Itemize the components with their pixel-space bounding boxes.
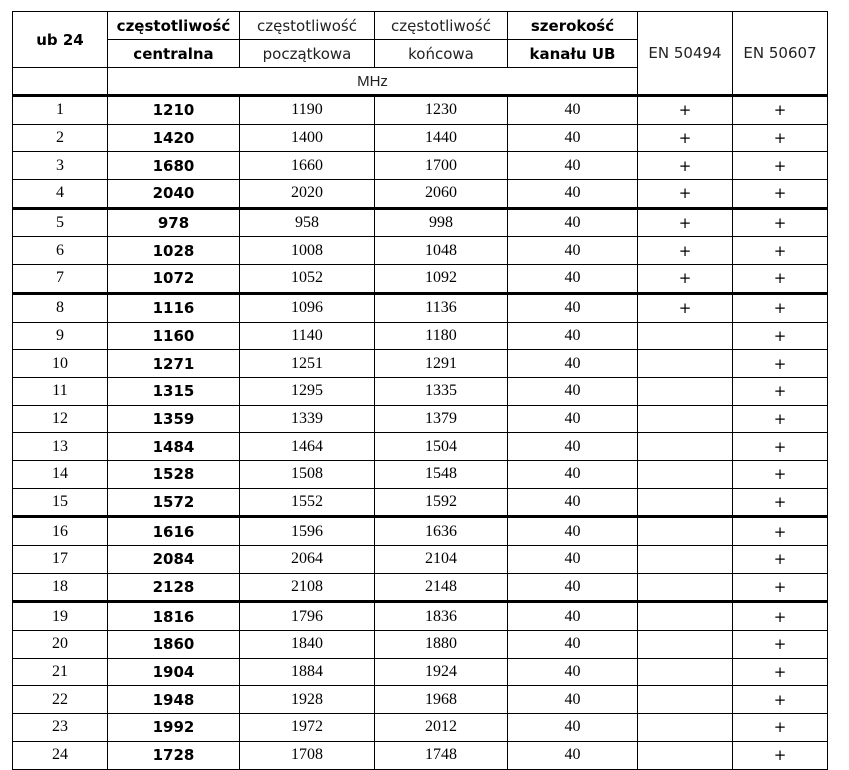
header-width-line2: kanału UB <box>508 40 638 68</box>
cell-en50494: + <box>638 293 733 322</box>
cell-ub: 9 <box>13 322 108 350</box>
cell-center-frequency: 1359 <box>108 405 240 433</box>
cell-ub: 19 <box>13 602 108 631</box>
cell-en50494: + <box>638 180 733 209</box>
header-row <box>13 12 828 40</box>
cell-ub: 5 <box>13 208 108 237</box>
cell-channel-width: 40 <box>508 237 638 265</box>
table-row <box>13 180 828 209</box>
cell-channel-width: 40 <box>508 265 638 294</box>
cell-start-frequency: 1052 <box>240 265 375 294</box>
table-row <box>13 686 828 714</box>
table-row <box>13 658 828 686</box>
cell-center-frequency: 1728 <box>108 741 240 769</box>
cell-start-frequency: 1464 <box>240 433 375 461</box>
cell-start-frequency: 1596 <box>240 517 375 546</box>
cell-ub: 17 <box>13 546 108 574</box>
cell-en50494 <box>638 350 733 378</box>
cell-en50607: + <box>733 322 828 350</box>
cell-en50607: + <box>733 405 828 433</box>
cell-end-frequency: 1440 <box>375 124 508 152</box>
cell-channel-width: 40 <box>508 546 638 574</box>
cell-start-frequency: 1251 <box>240 350 375 378</box>
cell-ub: 1 <box>13 96 108 125</box>
cell-end-frequency: 1700 <box>375 152 508 180</box>
table-row <box>13 208 828 237</box>
table-row <box>13 322 828 350</box>
cell-en50494 <box>638 658 733 686</box>
cell-ub: 24 <box>13 741 108 769</box>
cell-end-frequency: 1836 <box>375 602 508 631</box>
header-en50494: EN 50494 <box>638 12 733 96</box>
cell-end-frequency: 2104 <box>375 546 508 574</box>
cell-center-frequency: 1271 <box>108 350 240 378</box>
cell-end-frequency: 1548 <box>375 460 508 488</box>
cell-en50607: + <box>733 124 828 152</box>
table-row <box>13 488 828 517</box>
cell-channel-width: 40 <box>508 322 638 350</box>
header-end-line1: częstotliwość <box>391 16 491 35</box>
table-row <box>13 377 828 405</box>
cell-en50494: + <box>638 237 733 265</box>
header-end-frequency <box>375 12 508 40</box>
cell-start-frequency: 1660 <box>240 152 375 180</box>
cell-ub: 4 <box>13 180 108 209</box>
cell-en50607: + <box>733 180 828 209</box>
cell-channel-width: 40 <box>508 741 638 769</box>
cell-en50607: + <box>733 573 828 602</box>
cell-start-frequency: 1190 <box>240 96 375 125</box>
header-width-line1: szerokość <box>530 16 615 35</box>
cell-channel-width: 40 <box>508 573 638 602</box>
table-row <box>13 405 828 433</box>
table-row <box>13 631 828 659</box>
header-end-line2: końcowa <box>375 40 508 68</box>
cell-channel-width: 40 <box>508 405 638 433</box>
cell-center-frequency: 1028 <box>108 237 240 265</box>
cell-channel-width: 40 <box>508 350 638 378</box>
cell-end-frequency: 1335 <box>375 377 508 405</box>
cell-start-frequency: 1339 <box>240 405 375 433</box>
cell-en50607: + <box>733 237 828 265</box>
unit-spacer <box>13 68 108 96</box>
ub-channel-table <box>12 11 828 770</box>
cell-en50494 <box>638 546 733 574</box>
cell-start-frequency: 1928 <box>240 686 375 714</box>
cell-ub: 8 <box>13 293 108 322</box>
table-row <box>13 460 828 488</box>
header-channel-width <box>508 12 638 40</box>
cell-ub: 11 <box>13 377 108 405</box>
cell-end-frequency: 998 <box>375 208 508 237</box>
cell-center-frequency: 1992 <box>108 714 240 742</box>
table-row <box>13 517 828 546</box>
cell-start-frequency: 1884 <box>240 658 375 686</box>
cell-channel-width: 40 <box>508 602 638 631</box>
header-start-frequency <box>240 12 375 40</box>
cell-end-frequency: 1924 <box>375 658 508 686</box>
cell-center-frequency: 1528 <box>108 460 240 488</box>
cell-en50494 <box>638 714 733 742</box>
cell-end-frequency: 1092 <box>375 265 508 294</box>
cell-end-frequency: 1048 <box>375 237 508 265</box>
cell-start-frequency: 2108 <box>240 573 375 602</box>
cell-ub: 16 <box>13 517 108 546</box>
cell-en50494 <box>638 377 733 405</box>
cell-center-frequency: 2128 <box>108 573 240 602</box>
cell-end-frequency: 1968 <box>375 686 508 714</box>
cell-en50607: + <box>733 602 828 631</box>
cell-en50494: + <box>638 208 733 237</box>
cell-ub: 23 <box>13 714 108 742</box>
cell-en50494 <box>638 460 733 488</box>
cell-end-frequency: 1291 <box>375 350 508 378</box>
cell-start-frequency: 1708 <box>240 741 375 769</box>
cell-start-frequency: 2064 <box>240 546 375 574</box>
cell-center-frequency: 1904 <box>108 658 240 686</box>
cell-end-frequency: 1379 <box>375 405 508 433</box>
cell-start-frequency: 1400 <box>240 124 375 152</box>
cell-ub: 15 <box>13 488 108 517</box>
cell-center-frequency: 1072 <box>108 265 240 294</box>
cell-ub: 14 <box>13 460 108 488</box>
cell-center-frequency: 2084 <box>108 546 240 574</box>
header-ub: ub 24 <box>13 12 108 68</box>
header-center-frequency <box>108 12 240 40</box>
cell-start-frequency: 1508 <box>240 460 375 488</box>
cell-center-frequency: 1420 <box>108 124 240 152</box>
header-center-line2: centralna <box>108 40 240 68</box>
cell-en50494 <box>638 488 733 517</box>
cell-center-frequency: 1948 <box>108 686 240 714</box>
cell-start-frequency: 1008 <box>240 237 375 265</box>
header-start-line2: początkowa <box>240 40 375 68</box>
cell-channel-width: 40 <box>508 124 638 152</box>
cell-channel-width: 40 <box>508 658 638 686</box>
cell-en50607: + <box>733 658 828 686</box>
cell-ub: 7 <box>13 265 108 294</box>
table-row <box>13 152 828 180</box>
cell-channel-width: 40 <box>508 152 638 180</box>
cell-end-frequency: 2012 <box>375 714 508 742</box>
cell-channel-width: 40 <box>508 208 638 237</box>
cell-en50494: + <box>638 124 733 152</box>
cell-channel-width: 40 <box>508 180 638 209</box>
cell-en50494 <box>638 573 733 602</box>
cell-channel-width: 40 <box>508 433 638 461</box>
cell-en50607: + <box>733 152 828 180</box>
header-en50607: EN 50607 <box>733 12 828 96</box>
cell-center-frequency: 1816 <box>108 602 240 631</box>
table-row <box>13 714 828 742</box>
cell-end-frequency: 1636 <box>375 517 508 546</box>
cell-center-frequency: 1160 <box>108 322 240 350</box>
cell-channel-width: 40 <box>508 293 638 322</box>
cell-en50494 <box>638 322 733 350</box>
cell-en50607: + <box>733 488 828 517</box>
cell-end-frequency: 1504 <box>375 433 508 461</box>
table-row <box>13 546 828 574</box>
cell-start-frequency: 1796 <box>240 602 375 631</box>
cell-en50607: + <box>733 433 828 461</box>
cell-ub: 13 <box>13 433 108 461</box>
unit-mhz: MHz <box>108 68 638 96</box>
cell-ub: 12 <box>13 405 108 433</box>
table-row <box>13 293 828 322</box>
cell-en50607: + <box>733 377 828 405</box>
cell-en50607: + <box>733 517 828 546</box>
cell-en50607: + <box>733 686 828 714</box>
cell-start-frequency: 1840 <box>240 631 375 659</box>
cell-center-frequency: 1572 <box>108 488 240 517</box>
table-row <box>13 741 828 769</box>
cell-ub: 10 <box>13 350 108 378</box>
cell-channel-width: 40 <box>508 714 638 742</box>
table-row <box>13 602 828 631</box>
table-row <box>13 237 828 265</box>
cell-center-frequency: 1315 <box>108 377 240 405</box>
cell-end-frequency: 1592 <box>375 488 508 517</box>
table-row <box>13 96 828 125</box>
cell-en50494 <box>638 517 733 546</box>
cell-ub: 21 <box>13 658 108 686</box>
cell-en50494: + <box>638 265 733 294</box>
cell-center-frequency: 1616 <box>108 517 240 546</box>
cell-end-frequency: 2060 <box>375 180 508 209</box>
cell-ub: 2 <box>13 124 108 152</box>
cell-center-frequency: 1210 <box>108 96 240 125</box>
cell-en50494 <box>638 602 733 631</box>
cell-start-frequency: 1972 <box>240 714 375 742</box>
cell-en50607: + <box>733 714 828 742</box>
cell-start-frequency: 1552 <box>240 488 375 517</box>
cell-end-frequency: 2148 <box>375 573 508 602</box>
cell-en50494 <box>638 741 733 769</box>
cell-end-frequency: 1136 <box>375 293 508 322</box>
cell-center-frequency: 1484 <box>108 433 240 461</box>
cell-ub: 22 <box>13 686 108 714</box>
cell-center-frequency: 1860 <box>108 631 240 659</box>
cell-end-frequency: 1180 <box>375 322 508 350</box>
cell-channel-width: 40 <box>508 96 638 125</box>
cell-en50494: + <box>638 96 733 125</box>
cell-center-frequency: 2040 <box>108 180 240 209</box>
cell-en50607: + <box>733 208 828 237</box>
cell-center-frequency: 1680 <box>108 152 240 180</box>
cell-center-frequency: 978 <box>108 208 240 237</box>
cell-end-frequency: 1880 <box>375 631 508 659</box>
cell-end-frequency: 1230 <box>375 96 508 125</box>
cell-end-frequency: 1748 <box>375 741 508 769</box>
cell-center-frequency: 1116 <box>108 293 240 322</box>
cell-en50607: + <box>733 460 828 488</box>
cell-ub: 20 <box>13 631 108 659</box>
cell-en50494 <box>638 405 733 433</box>
table-row <box>13 573 828 602</box>
cell-en50607: + <box>733 96 828 125</box>
table-row <box>13 265 828 294</box>
cell-ub: 6 <box>13 237 108 265</box>
cell-ub: 3 <box>13 152 108 180</box>
table-row <box>13 433 828 461</box>
cell-en50607: + <box>733 546 828 574</box>
cell-channel-width: 40 <box>508 377 638 405</box>
header-center-line1: częstotliwość <box>116 16 231 35</box>
cell-start-frequency: 1096 <box>240 293 375 322</box>
cell-en50607: + <box>733 293 828 322</box>
cell-channel-width: 40 <box>508 517 638 546</box>
cell-en50607: + <box>733 741 828 769</box>
table-row <box>13 350 828 378</box>
cell-channel-width: 40 <box>508 488 638 517</box>
cell-en50494: + <box>638 152 733 180</box>
header-start-line1: częstotliwość <box>257 16 357 35</box>
cell-ub: 18 <box>13 573 108 602</box>
cell-en50494 <box>638 631 733 659</box>
cell-channel-width: 40 <box>508 460 638 488</box>
cell-start-frequency: 1295 <box>240 377 375 405</box>
cell-en50607: + <box>733 265 828 294</box>
cell-en50494 <box>638 686 733 714</box>
cell-start-frequency: 1140 <box>240 322 375 350</box>
cell-en50607: + <box>733 350 828 378</box>
cell-en50607: + <box>733 631 828 659</box>
cell-channel-width: 40 <box>508 686 638 714</box>
table-row <box>13 124 828 152</box>
cell-channel-width: 40 <box>508 631 638 659</box>
cell-en50494 <box>638 433 733 461</box>
cell-start-frequency: 958 <box>240 208 375 237</box>
cell-start-frequency: 2020 <box>240 180 375 209</box>
